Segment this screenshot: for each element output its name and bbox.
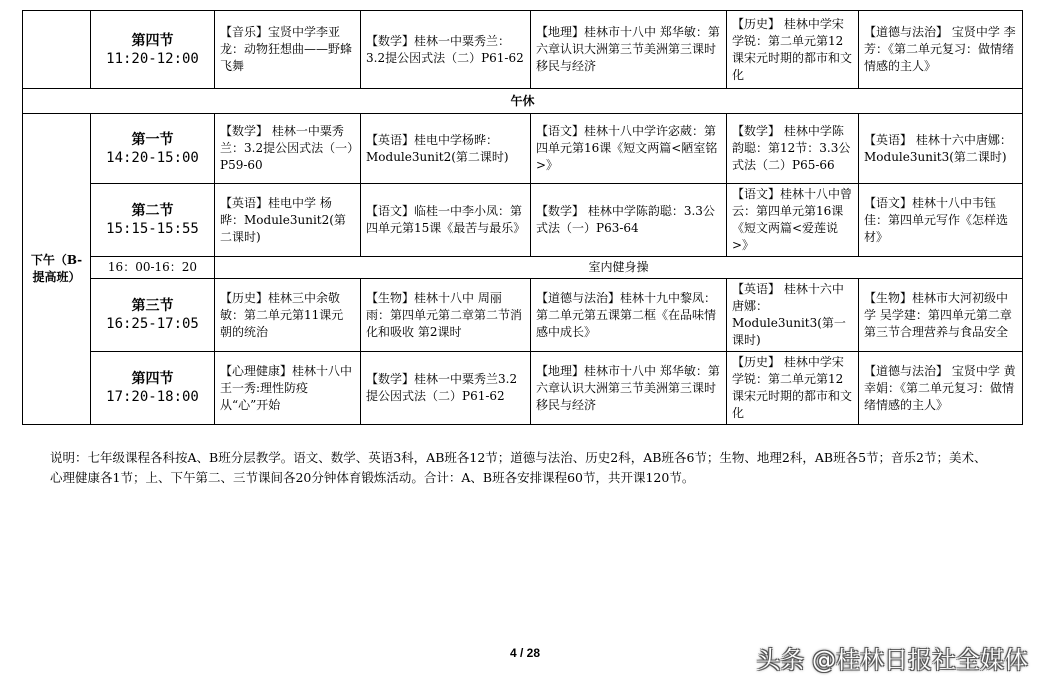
table-row [23, 279, 1023, 352]
class-cell: 【生物】桂林市大河初级中学 吴学建：第四单元第二章第三节合理营养与食品安全 [859, 279, 1023, 352]
period-name: 第四节 [131, 371, 174, 387]
table-row [23, 11, 1023, 89]
period-name: 第二节 [131, 203, 174, 219]
class-cell: 【数学】桂林一中粟秀兰：3.2提公因式法（二）P61-62 [361, 11, 531, 89]
class-cell: 【数学】 桂林中学陈韵聪：3.3公式法（一）P63-64 [531, 184, 727, 257]
class-cell: 【数学】 桂林一中粟秀兰：3.2提公因式法（一）P59-60 [215, 114, 361, 184]
afternoon-session-label: 下午（B-提高班） [23, 114, 91, 425]
table-row [23, 352, 1023, 425]
class-cell: 【地理】桂林市十八中 郑华敏：第六章认识大洲第三节美洲第三课时移民与经济 [531, 352, 727, 425]
class-cell: 【数学】 桂林中学陈韵聪：第12节：3.3公式法（二）P65-66 [727, 114, 859, 184]
period-name: 第三节 [131, 298, 174, 314]
class-cell: 【英语】桂电中学 杨晔：Module3unit2(第二课时) [215, 184, 361, 257]
class-cell: 【英语】 桂林十六中唐娜：Module3unit3(第一课时) [727, 279, 859, 352]
period-cell [91, 352, 215, 425]
page-number: 4 / 28 [509, 646, 541, 660]
class-cell: 【语文】临桂一中李小凤：第四单元第15课《最苦与最乐》 [361, 184, 531, 257]
period-cell [91, 114, 215, 184]
break-time: 16：00-16：20 [91, 257, 215, 279]
period-name: 第四节 [131, 32, 174, 49]
class-cell: 【语文】桂林十八中曾云：第四单元第16课《短文两篇<爱莲说>》 [727, 184, 859, 257]
class-cell: 【历史】 桂林中学宋学锐：第二单元第12课宋元时期的都市和文化 [727, 11, 859, 89]
class-cell: 【英语】 桂林十六中唐娜：Module3unit3(第二课时) [859, 114, 1023, 184]
class-cell: 【心理健康】桂林十八中 王一秀:理性防疫 从“心”开始 [215, 352, 361, 425]
class-cell: 【道德与法治】桂林十九中黎凤：第二单元第五课第二框《在品味情感中成长》 [531, 279, 727, 352]
table-row [23, 257, 1023, 279]
table-row [23, 114, 1023, 184]
class-cell: 【数学】桂林一中粟秀兰3.2提公因式法（二）P61-62 [361, 352, 531, 425]
period-time: 14:20-15:00 [106, 149, 199, 166]
class-cell: 【生物】桂林十八中 周丽雨：第四单元第二章第二节消化和吸收 第2课时 [361, 279, 531, 352]
period-cell [91, 184, 215, 257]
period-time: 11:20-12:00 [106, 50, 199, 67]
break-activity: 室内健身操 [215, 257, 1023, 279]
class-cell: 【语文】桂林十八中学许宓葳：第四单元第16课《短文两篇<陋室铭>》 [531, 114, 727, 184]
period-cell [91, 11, 215, 89]
class-cell: 【历史】 桂林中学宋学锐：第二单元第12课宋元时期的都市和文化 [727, 352, 859, 425]
period-time: 16:25-17:05 [106, 316, 199, 332]
schedule-table [22, 10, 1023, 425]
period-cell [91, 279, 215, 352]
class-cell: 【道德与法治】 宝贤中学 李芳：《第二单元复习：做情绪情感的主人》 [859, 11, 1023, 89]
morning-side-cell [23, 11, 91, 89]
table-row [23, 89, 1023, 114]
period-time: 17:20-18:00 [106, 389, 199, 405]
explanation-note: 说明：七年级课程各科按A、B班分层教学。语文、数学、英语3科，AB班各12节；道德与法治、历史2科，AB班各6节；生物、地理2科，AB班各5节；音乐2节；美术、心理健康各1节；上、下午第二、三节课间各20分钟体育锻炼活动。合计：A、B班各安排课程60节，共开课120节。 [50, 450, 987, 485]
period-time: 15:15-15:55 [106, 221, 199, 237]
class-cell: 【道德与法治】 宝贤中学 黄幸娟：《第二单元复习：做情绪情感的主人》 [859, 352, 1023, 425]
lunch-break-label: 午休 [23, 89, 1023, 114]
class-cell: 【地理】桂林市十八中 郑华敏：第六章认识大洲第三节美洲第三课时移民与经济 [531, 11, 727, 89]
class-cell: 【音乐】宝贤中学李亚龙：动物狂想曲——野蜂飞舞 [215, 11, 361, 89]
class-cell: 【历史】桂林三中余敬敏：第二单元第11课元朝的统治 [215, 279, 361, 352]
watermark-logo: 头条 @桂林日报社全媒体 [756, 646, 1028, 674]
class-cell: 【语文】桂林十八中韦钰佳：第四单元写作《怎样选材》 [859, 184, 1023, 257]
table-row [23, 184, 1023, 257]
period-name: 第一节 [131, 131, 174, 148]
class-cell: 【英语】桂电中学杨晔：Module3unit2(第二课时) [361, 114, 531, 184]
